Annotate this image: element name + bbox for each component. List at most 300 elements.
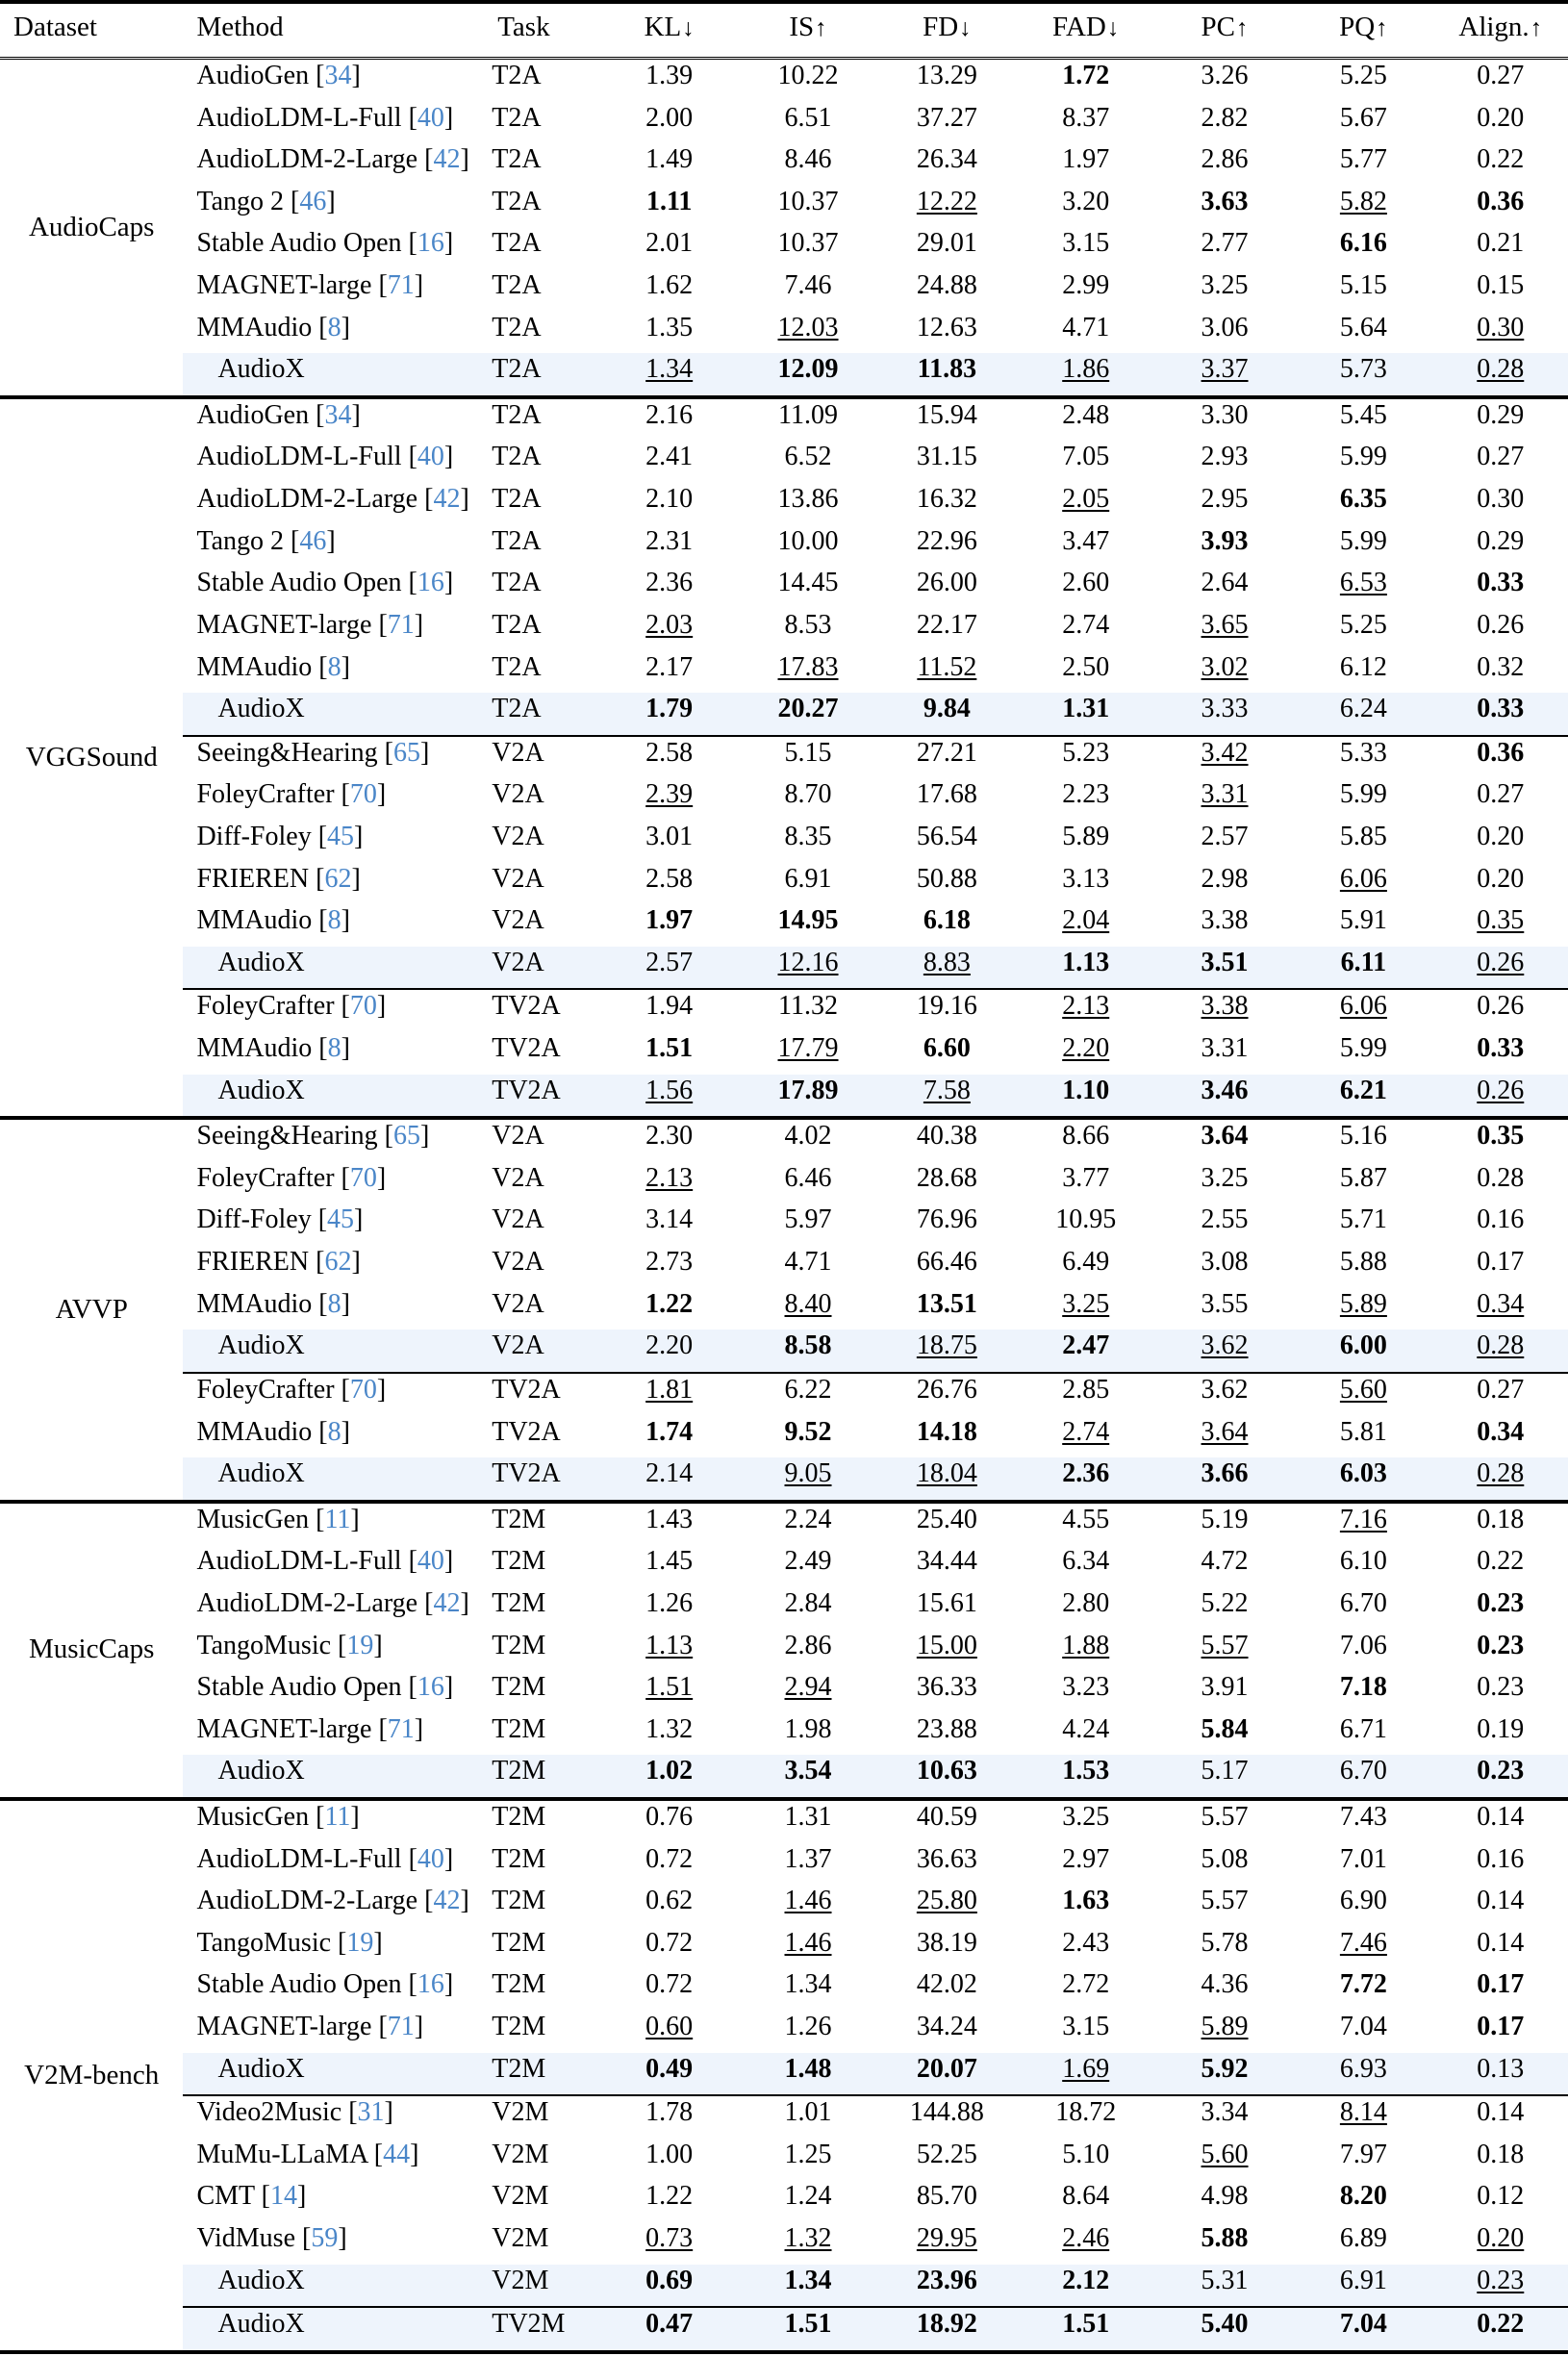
metric-value: 5.57 (1201, 1630, 1249, 1660)
metric-cell-fad (1017, 312, 1155, 345)
citation-reference[interactable]: [70] (334, 779, 387, 810)
table-row (0, 1843, 1568, 1877)
metric-value: 8.14 (1339, 2097, 1387, 2128)
row-spacer-cell (183, 1536, 484, 1545)
metric-cell-is (739, 736, 877, 771)
row-spacer (0, 2256, 1568, 2265)
row-spacer-cell (739, 2342, 877, 2352)
citation-reference[interactable]: [71] (371, 2012, 424, 2042)
citation-reference[interactable]: [65] (377, 737, 430, 768)
column-header-task (484, 2, 599, 59)
citation-reference[interactable]: [42] (417, 1886, 469, 1916)
metric-cell-kl (600, 397, 739, 433)
method-label: MMAudio (196, 312, 313, 342)
metric-value: 1.72 (1062, 61, 1110, 90)
citation-reference[interactable]: [16] (401, 1969, 454, 2000)
metric-value: 3.14 (645, 1204, 694, 1235)
metric-value: 22.96 (916, 525, 977, 556)
row-spacer-cell (484, 2086, 599, 2095)
table-row (0, 2095, 1568, 2130)
method-label: MAGNET-large (196, 2012, 372, 2042)
citation-reference[interactable]: [59] (295, 2223, 347, 2254)
row-spacer-cell (1155, 387, 1294, 397)
metric-value: 3.46 (1201, 1075, 1249, 1105)
metric-value: 17.89 (777, 1075, 839, 1105)
row-spacer-cell (739, 2214, 877, 2222)
row-spacer-cell (484, 1876, 599, 1885)
metric-value: 5.57 (1201, 1886, 1249, 1916)
metric-cell-pq (1294, 947, 1432, 980)
row-spacer-cell (739, 979, 877, 989)
arrow-up-icon: ↑ (815, 15, 827, 41)
method-name (183, 1032, 484, 1066)
citation-reference[interactable]: [19] (331, 1927, 383, 1958)
citation-reference[interactable]: [16] (401, 568, 454, 598)
metric-value: 76.96 (916, 1204, 977, 1235)
citation-reference[interactable]: [42] (417, 484, 469, 515)
row-spacer-cell (1017, 1195, 1155, 1203)
metric-value: 7.04 (1339, 2309, 1387, 2340)
metric-value: 5.82 (1339, 186, 1387, 216)
row-spacer-cell (484, 643, 599, 651)
row-spacer (0, 1960, 1568, 1968)
metric-cell-fad (1017, 1032, 1155, 1066)
metric-cell-align (1433, 1968, 1568, 2002)
metric-cell-pc (1155, 1457, 1294, 1491)
citation-reference[interactable]: [8] (312, 312, 350, 342)
citation-reference[interactable]: [46] (284, 186, 336, 216)
citation-reference[interactable]: [8] (312, 1416, 350, 1447)
metric-cell-is (739, 59, 877, 93)
metric-cell-kl (600, 1416, 739, 1450)
metric-value: 7.46 (1339, 1927, 1387, 1958)
citation-reference[interactable]: [40] (401, 442, 454, 472)
row-spacer (0, 1579, 1568, 1587)
citation-reference[interactable]: [40] (401, 1843, 454, 1874)
citation-reference[interactable]: [44] (367, 2139, 419, 2169)
metric-value: 6.10 (1339, 1546, 1387, 1577)
row-spacer-cell (1433, 1579, 1568, 1587)
metric-cell-fd (877, 778, 1016, 812)
metric-cell-is (739, 312, 877, 345)
row-spacer-cell (183, 135, 484, 143)
row-spacer-cell (484, 600, 599, 609)
row-spacer-cell (183, 1066, 484, 1075)
row-spacer-cell (739, 1876, 877, 1885)
row-spacer (0, 558, 1568, 567)
method-name (183, 1968, 484, 2002)
citation-reference[interactable]: [31] (341, 2097, 393, 2128)
citation-reference[interactable]: [70] (334, 1374, 387, 1405)
metric-cell-pq (1294, 441, 1432, 474)
metric-value: 0.30 (1477, 312, 1525, 342)
metric-cell-is (739, 1885, 877, 1918)
method-label: FRIEREN (196, 863, 310, 894)
row-spacer-cell (877, 684, 1016, 693)
citation-reference[interactable]: [62] (309, 1247, 361, 1278)
metric-cell-pq (1294, 1330, 1432, 1363)
citation-reference[interactable]: [8] (312, 1288, 350, 1319)
citation-reference[interactable]: [70] (334, 1162, 387, 1193)
row-spacer-cell (600, 1705, 739, 1713)
metric-cell-fad (1017, 483, 1155, 517)
row-spacer (0, 1835, 1568, 1843)
metric-cell-kl (600, 821, 739, 854)
method-label: MusicGen (196, 1504, 310, 1534)
row-spacer-cell (1017, 1746, 1155, 1755)
method-name (183, 483, 484, 517)
citation-reference[interactable]: [42] (417, 1587, 469, 1618)
row-spacer-cell (739, 1153, 877, 1162)
metric-value: 12.63 (916, 312, 977, 342)
citation-reference[interactable]: [14] (254, 2181, 307, 2212)
row-spacer-cell (484, 1621, 599, 1630)
metric-value: 0.33 (1477, 1033, 1525, 1064)
row-spacer-cell (1294, 600, 1432, 609)
metric-cell-pq (1294, 1885, 1432, 1918)
metric-value: 2.99 (1062, 270, 1110, 301)
metric-value: 0.72 (645, 1927, 694, 1958)
metric-value: 25.40 (916, 1504, 977, 1534)
row-spacer-cell (183, 1491, 484, 1502)
citation-reference[interactable]: [71] (371, 1713, 424, 1744)
metric-value: 7.06 (1339, 1630, 1387, 1660)
row-spacer-cell (877, 1746, 1016, 1755)
metric-cell-fad (1017, 778, 1155, 812)
metric-cell-pc (1155, 1713, 1294, 1747)
metric-value: 0.34 (1477, 1288, 1525, 1319)
row-spacer-cell (1294, 643, 1432, 651)
metric-value: 2.12 (1062, 2265, 1110, 2295)
citation-reference[interactable]: [8] (312, 1033, 350, 1064)
row-spacer-cell (877, 1705, 1016, 1713)
metric-value: 8.66 (1062, 1121, 1110, 1152)
metric-value: 3.93 (1201, 525, 1249, 556)
row-spacer-cell (1294, 218, 1432, 227)
citation-reference[interactable]: [40] (401, 102, 454, 133)
metric-cell-pq (1294, 59, 1432, 93)
table-row (0, 525, 1568, 559)
method-name (183, 2139, 484, 2172)
metric-cell-align (1433, 1671, 1568, 1705)
row-spacer-cell (484, 2130, 599, 2139)
row-spacer-cell (1294, 1407, 1432, 1416)
metric-value: 2.49 (784, 1546, 832, 1577)
row-spacer-cell (1433, 770, 1568, 778)
row-spacer-cell (739, 600, 877, 609)
row-spacer-cell (1155, 1662, 1294, 1671)
task-label: V2A (484, 947, 599, 980)
method-name (183, 1927, 484, 1961)
citation-reference[interactable]: [8] (312, 651, 350, 682)
citation-reference[interactable]: [34] (309, 399, 361, 430)
row-spacer (0, 1746, 1568, 1755)
metric-cell-fad (1017, 1075, 1155, 1108)
metric-cell-align (1433, 353, 1568, 387)
row-spacer-cell (1294, 2002, 1432, 2011)
row-spacer-cell (600, 1662, 739, 1671)
metric-cell-pc (1155, 778, 1294, 812)
method-label: AudioX (217, 1330, 305, 1361)
metric-cell-pq (1294, 1246, 1432, 1279)
method-label: MMAudio (196, 1416, 313, 1447)
method-label: AudioLDM-L-Full (196, 1843, 402, 1874)
citation-reference[interactable]: [11] (309, 1504, 360, 1534)
citation-reference[interactable]: [71] (371, 609, 424, 640)
metric-cell-pq (1294, 2265, 1432, 2298)
row-spacer-cell (739, 1363, 877, 1373)
metric-value: 8.46 (784, 144, 832, 175)
metric-cell-align (1433, 1630, 1568, 1663)
citation-reference[interactable]: [42] (417, 144, 469, 175)
row-spacer-cell (183, 517, 484, 525)
row-spacer-cell (1294, 1237, 1432, 1246)
metric-cell-fd (877, 2307, 1016, 2342)
row-spacer-cell (739, 1407, 877, 1416)
method-name (183, 1162, 484, 1196)
row-spacer-cell (1155, 2086, 1294, 2095)
metric-cell-pc (1155, 1162, 1294, 1196)
citation-reference[interactable]: [65] (377, 1121, 430, 1152)
citation-reference[interactable]: [46] (284, 525, 336, 556)
metric-value: 13.29 (916, 61, 977, 90)
row-spacer-cell (1155, 684, 1294, 693)
metric-cell-kl (600, 1203, 739, 1237)
row-spacer-cell (877, 770, 1016, 778)
metric-value: 1.37 (784, 1843, 832, 1874)
metric-value: 6.71 (1339, 1713, 1387, 1744)
citation-reference[interactable]: [34] (309, 61, 361, 90)
row-spacer-cell (1155, 2297, 1294, 2307)
metric-value: 0.14 (1477, 2097, 1525, 2128)
metric-value: 6.16 (1339, 228, 1387, 259)
metric-value: 2.04 (1062, 905, 1110, 936)
citation-reference[interactable]: [62] (309, 863, 361, 894)
metric-value: 6.06 (1339, 863, 1387, 894)
row-spacer-cell (877, 218, 1016, 227)
metric-value: 1.51 (1062, 2309, 1110, 2340)
row-spacer-cell (1017, 2002, 1155, 2011)
metric-value: 2.14 (645, 1458, 694, 1489)
metric-cell-is (739, 1032, 877, 1066)
metric-value: 0.49 (645, 2053, 694, 2084)
citation-reference[interactable]: [70] (334, 991, 387, 1022)
metric-cell-fad (1017, 441, 1155, 474)
row-spacer-cell (183, 1788, 484, 1799)
metric-value: 3.51 (1201, 947, 1249, 977)
row-spacer-cell (1155, 812, 1294, 821)
row-spacer-cell (739, 2256, 877, 2265)
method-name (183, 736, 484, 771)
row-spacer-cell (877, 93, 1016, 102)
metric-cell-pc (1155, 2139, 1294, 2172)
metric-cell-fad (1017, 651, 1155, 685)
table-bottom-rule-cell (600, 2352, 739, 2356)
table-row-audiox (0, 1755, 1568, 1788)
table-row-audiox (0, 2053, 1568, 2087)
metric-cell-pq (1294, 2222, 1432, 2256)
metric-cell-align (1433, 441, 1568, 474)
metric-cell-pq (1294, 1416, 1432, 1450)
metric-cell-kl (600, 2011, 739, 2044)
row-spacer-cell (1155, 643, 1294, 651)
metric-value: 0.33 (1477, 568, 1525, 598)
table-row (0, 1885, 1568, 1918)
metric-value: 2.36 (1062, 1458, 1110, 1489)
table-row-audiox (0, 693, 1568, 726)
metric-cell-fad (1017, 736, 1155, 771)
metric-cell-fd (877, 1968, 1016, 2002)
metric-cell-is (739, 1927, 877, 1961)
metric-cell-fad (1017, 1885, 1155, 1918)
metric-value: 1.63 (1062, 1886, 1110, 1916)
citation-reference[interactable]: [40] (401, 1546, 454, 1577)
row-spacer-cell (739, 770, 877, 778)
row-spacer (0, 684, 1568, 693)
metric-value: 26.76 (916, 1374, 977, 1405)
row-spacer-cell (877, 1066, 1016, 1075)
method-label: AudioGen (196, 399, 310, 430)
task-label: T2A (492, 609, 542, 640)
metric-cell-align (1433, 102, 1568, 136)
metric-cell-kl (600, 1246, 739, 1279)
metric-value: 2.55 (1201, 1204, 1249, 1235)
metric-cell-pq (1294, 1968, 1432, 2002)
metric-value: 0.26 (1477, 947, 1525, 977)
metric-value: 2.05 (1062, 484, 1110, 515)
metric-cell-kl (600, 989, 739, 1024)
row-spacer-cell (1017, 1066, 1155, 1075)
citation-reference[interactable]: [71] (371, 270, 424, 301)
row-spacer-cell (1433, 1491, 1568, 1502)
metric-value: 12.22 (916, 186, 977, 216)
metric-cell-fad (1017, 1330, 1155, 1363)
task-label: V2A (484, 1330, 599, 1363)
metric-value: 7.58 (923, 1075, 971, 1105)
row-spacer-cell (1433, 726, 1568, 736)
metric-value: 2.23 (1062, 779, 1110, 810)
row-spacer-cell (484, 93, 599, 102)
metric-cell-pq (1294, 863, 1432, 897)
metric-value: 0.22 (1477, 1546, 1525, 1577)
metric-cell-kl (600, 1162, 739, 1196)
metric-cell-pc (1155, 397, 1294, 433)
metric-value: 1.86 (1062, 354, 1110, 385)
metric-value: 5.71 (1339, 1204, 1387, 1235)
task-label: TV2A (484, 989, 599, 1024)
metric-cell-is (739, 1799, 877, 1835)
metric-cell-is (739, 397, 877, 433)
task-label: T2M (492, 1672, 546, 1703)
table-bottom-rule-cell (1017, 2352, 1155, 2356)
metric-cell-pq (1294, 269, 1432, 303)
dataset-label-musiccaps: MusicCaps (0, 1502, 183, 1799)
metric-cell-align (1433, 2307, 1568, 2342)
metric-value: 1.43 (645, 1504, 694, 1534)
metric-cell-pq (1294, 1799, 1432, 1835)
method-label: Diff-Foley (196, 821, 312, 851)
row-spacer-cell (484, 770, 599, 778)
metric-value: 3.66 (1201, 1458, 1249, 1489)
metric-value: 3.37 (1201, 354, 1249, 385)
metric-value: 8.70 (784, 779, 832, 810)
row-spacer-cell (484, 1918, 599, 1927)
metric-cell-pc (1155, 353, 1294, 387)
metric-cell-fd (877, 1075, 1016, 1108)
row-spacer-cell (877, 517, 1016, 525)
method-name (183, 1075, 484, 1108)
row-spacer-cell (1433, 177, 1568, 186)
row-spacer-cell (877, 1407, 1016, 1416)
row-spacer (0, 218, 1568, 227)
method-label: Stable Audio Open (196, 1672, 402, 1703)
metric-cell-pq (1294, 693, 1432, 726)
task-label: T2A (484, 353, 599, 387)
citation-reference[interactable]: [16] (401, 228, 454, 259)
metric-cell-is (739, 1545, 877, 1579)
metric-value: 23.88 (916, 1713, 977, 1744)
metric-cell-fad (1017, 989, 1155, 1024)
metric-cell-is (739, 227, 877, 261)
row-spacer-cell (1155, 2171, 1294, 2180)
metric-cell-pc (1155, 2011, 1294, 2044)
row-spacer-cell (183, 896, 484, 904)
method-label: TangoMusic (196, 1927, 332, 1958)
metric-cell-is (739, 525, 877, 559)
metric-value: 1.32 (645, 1713, 694, 1744)
table-row (0, 441, 1568, 474)
metric-cell-pq (1294, 1713, 1432, 1747)
metric-value: 3.63 (1201, 186, 1249, 216)
row-spacer-cell (1155, 1960, 1294, 1968)
metric-cell-pq (1294, 1457, 1432, 1491)
row-spacer-cell (877, 2044, 1016, 2053)
row-spacer-cell (1294, 1321, 1432, 1330)
metric-cell-align (1433, 143, 1568, 177)
metric-cell-pc (1155, 1075, 1294, 1108)
citation-reference[interactable]: [8] (312, 905, 350, 936)
row-spacer-cell (1294, 1960, 1432, 1968)
citation-reference[interactable]: [45] (311, 1204, 364, 1235)
citation-reference[interactable]: [19] (331, 1630, 383, 1660)
row-spacer-cell (739, 1662, 877, 1671)
metric-cell-pq (1294, 227, 1432, 261)
row-spacer-cell (183, 1195, 484, 1203)
row-spacer-cell (484, 1107, 599, 1118)
row-spacer-cell (484, 218, 599, 227)
metric-cell-kl (600, 567, 739, 600)
metric-value: 0.23 (1477, 1756, 1525, 1786)
table-body (0, 59, 1568, 2356)
metric-cell-pc (1155, 2222, 1294, 2256)
citation-reference[interactable]: [11] (309, 1801, 360, 1832)
task-label: T2A (492, 102, 542, 133)
table-bottom-rule-cell (739, 2352, 877, 2356)
metric-cell-align (1433, 2265, 1568, 2298)
metric-value: 3.47 (1062, 525, 1110, 556)
citation-reference[interactable]: [16] (401, 1672, 454, 1703)
method-label: AudioX (217, 947, 305, 977)
metric-cell-pq (1294, 736, 1432, 771)
metric-cell-kl (600, 1502, 739, 1537)
metric-value: 15.00 (916, 1630, 977, 1660)
metric-cell-fd (877, 525, 1016, 559)
citation-reference[interactable]: [45] (311, 821, 364, 851)
metric-cell-fad (1017, 1373, 1155, 1407)
metric-value: 1.48 (784, 2053, 832, 2084)
metric-value: 1.13 (645, 1630, 694, 1660)
table-row (0, 483, 1568, 517)
